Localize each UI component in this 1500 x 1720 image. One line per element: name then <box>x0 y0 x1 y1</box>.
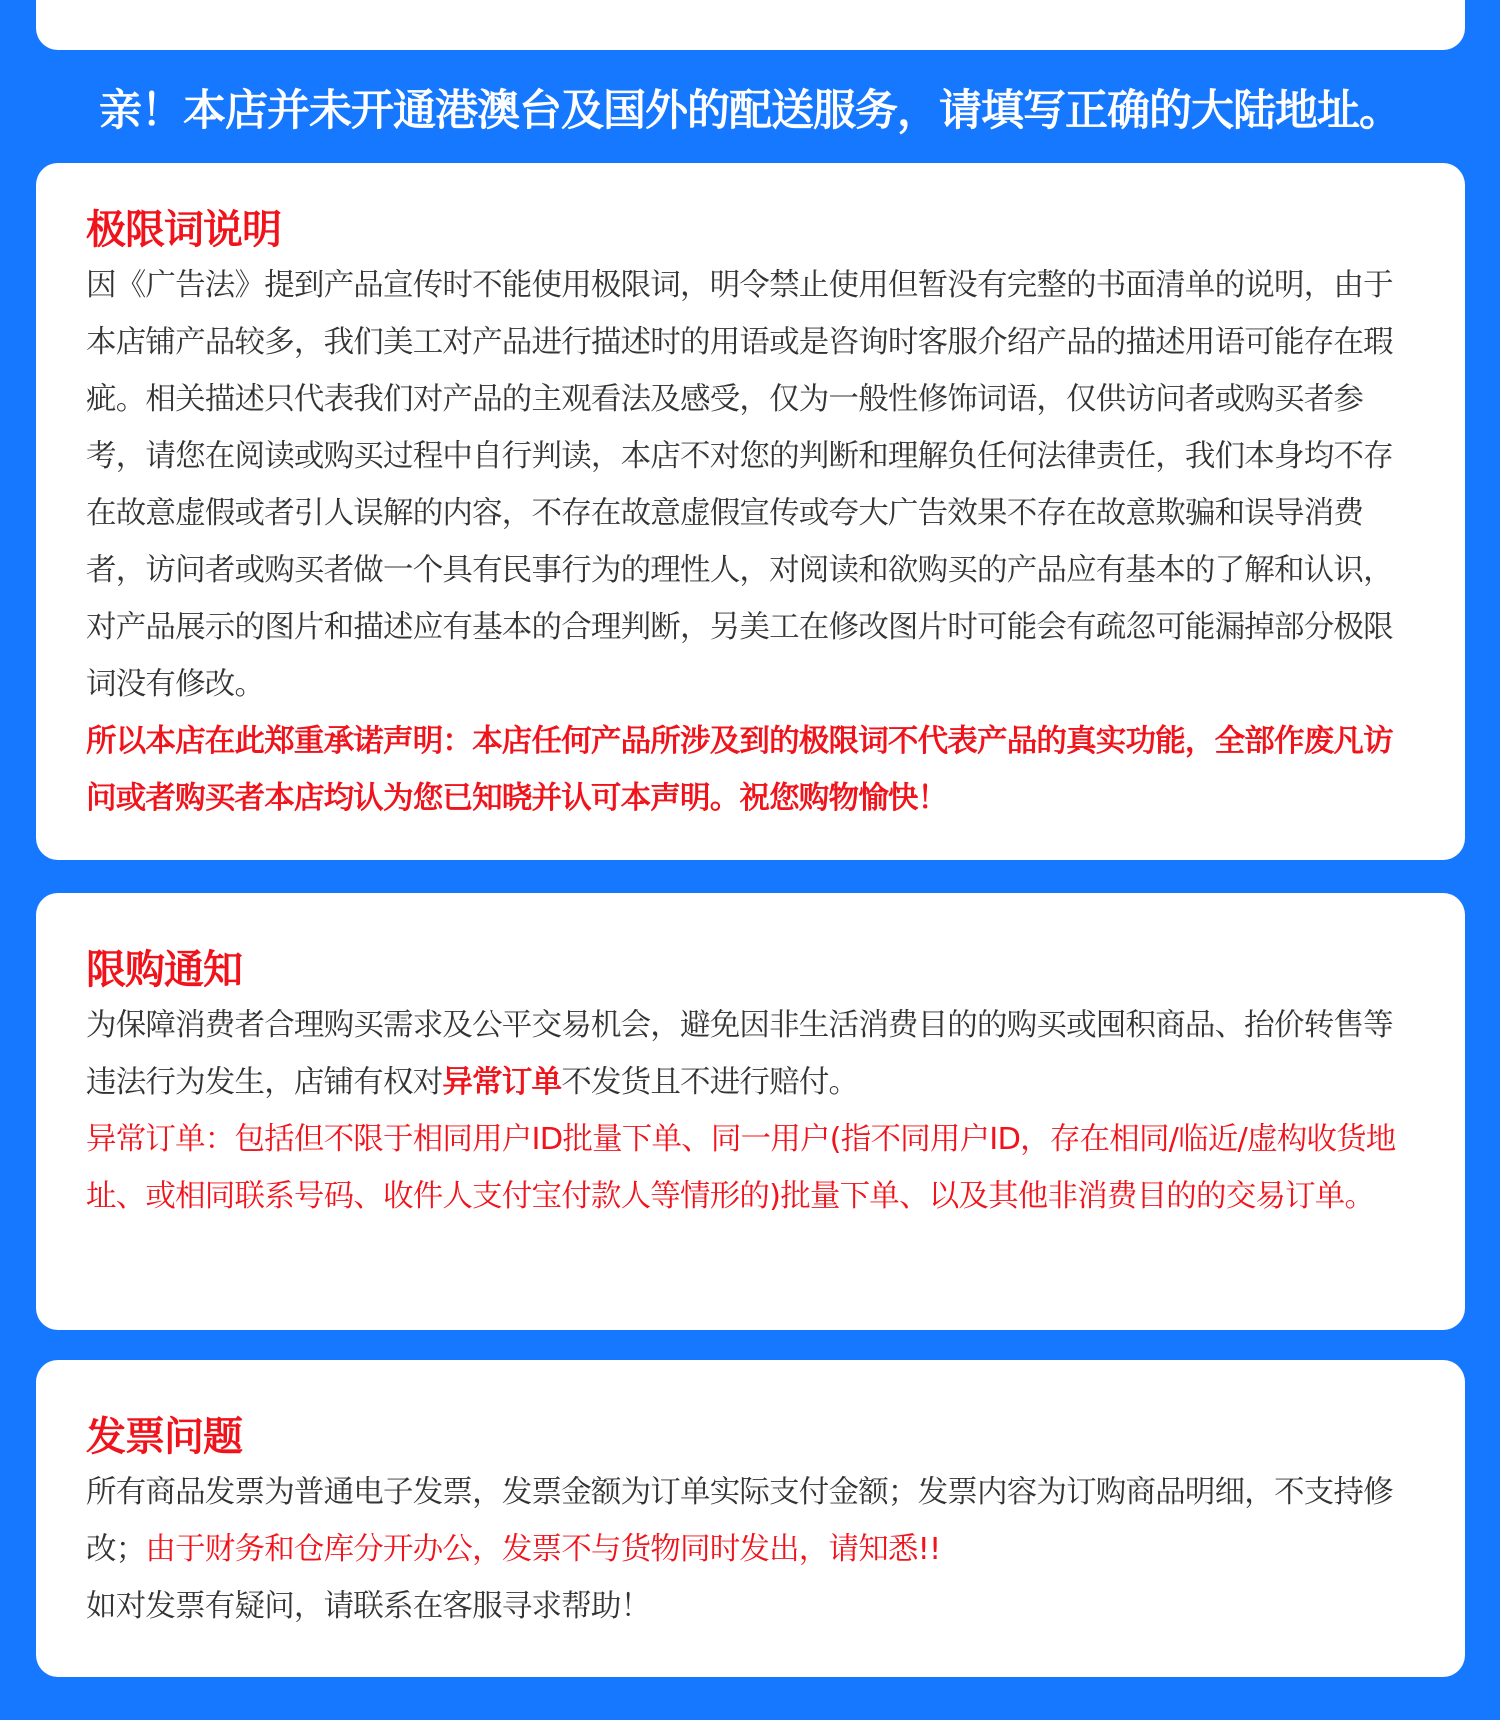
limit-words-statement: 所以本店在此郑重承诺声明：本店任何产品所涉及到的极限词不代表产品的真实功能，全部作废凡访问或者购买者本店均认为您已知晓并认可本声明。祝您购物愉快！ <box>86 724 1393 816</box>
top-card <box>36 0 1465 50</box>
purchase-limit-body-before: 为保障消费者合理购买需求及公平交易机会，避免因非生活消费目的的购买或囤积商品、抬价转售等违法行为发生，店铺有权对 <box>86 1008 1393 1100</box>
abnormal-order-definition: 异常订单：包括但不限于相同用户ID批量下单、同一用户(指不同用户ID，存在相同/临近/虚构收货地址、或相同联系号码、收件人支付宝付款人等情形的)批量下单、以及其他非消费目的的交易订单。 <box>86 1122 1396 1214</box>
invoice-card <box>36 1360 1465 1677</box>
limit-words-card <box>36 163 1465 860</box>
abnormal-order-highlight: 异常订单 <box>442 1065 562 1100</box>
limit-words-title: 极限词说明 <box>86 207 281 253</box>
invoice-title: 发票问题 <box>86 1414 242 1460</box>
purchase-limit-body <box>86 997 1415 1111</box>
invoice-body <box>86 1464 1415 1578</box>
shipping-notice-banner: 亲！本店并未开通港澳台及国外的配送服务，请填写正确的大陆地址。 <box>99 86 1401 136</box>
invoice-body-before: 所有商品发票为普通电子发票，发票金额为订单实际支付金额；发票内容为订购商品明细，不支持修改； <box>86 1475 1393 1567</box>
invoice-highlight: 由于财务和仓库分开办公，发票不与货物同时发出，请知悉!! <box>145 1532 941 1567</box>
invoice-contact: 如对发票有疑问，请联系在客服寻求帮助！ <box>86 1589 651 1624</box>
purchase-limit-card <box>36 893 1465 1330</box>
purchase-limit-body-after: 不发货且不进行赔付。 <box>561 1065 859 1100</box>
limit-words-body: 因《广告法》提到产品宣传时不能使用极限词，明令禁止使用但暂没有完整的书面清单的说明，由于本店铺产品较多，我们美工对产品进行描述时的用语或是咨询时客服介绍产品的描述用语可能存在瑕疵。相关描述只代表我们对产品的主观看法及感受，仅为一般性修饰词语，仅供访问者或购买者参考，请您在阅读或购买过程中自行判读，本店不对您的判断和理解负任何法律责任，我们本身均不存在故意虚假或者引人误解的内容，不存在故意虚假宣传或夸大广告效果不存在故意欺骗和误导消费者，访问者或购买者做一个具有民事行为的理性人，对阅读和欲购买的产品应有基本的了解和认识，对产品展示的图片和描述应有基本的合理判断，另美工在修改图片时可能会有疏忽可能漏掉部分极限词没有修改。 <box>86 268 1393 702</box>
purchase-limit-title: 限购通知 <box>86 947 242 993</box>
